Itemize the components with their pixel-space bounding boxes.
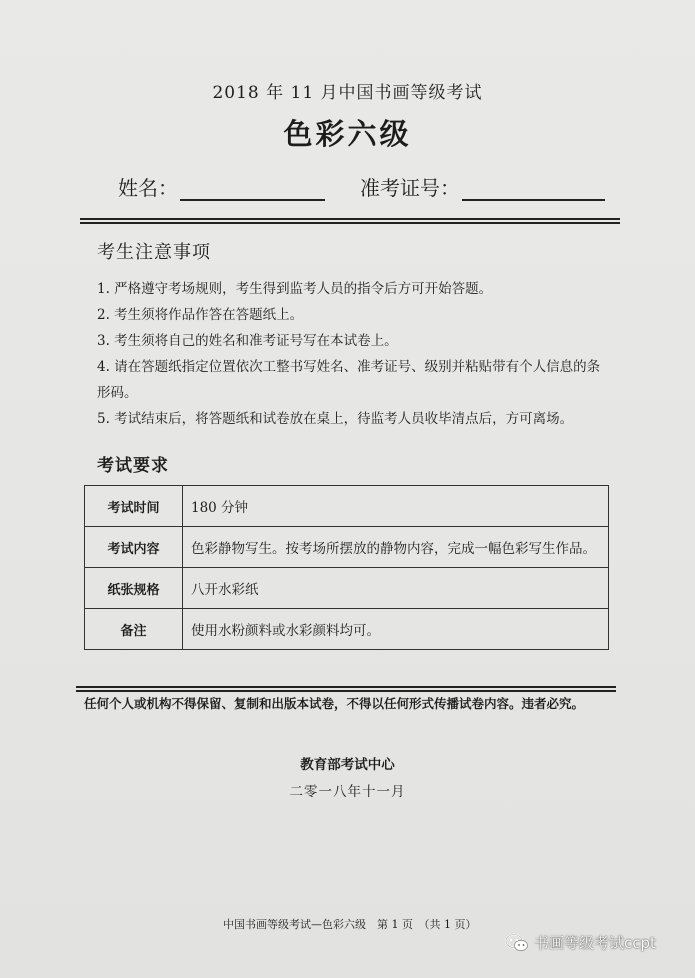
notice-item: 4. 请在答题纸指定位置依次工整书写姓名、准考证号、级别并粘贴带有个人信息的条形码。	[97, 359, 601, 401]
exam-title: 2018 年 11 月中国书画等级考试	[212, 83, 483, 103]
row-label: 备注	[85, 609, 183, 650]
row-label: 考试时间	[85, 486, 183, 527]
wechat-icon	[505, 933, 529, 953]
watermark-text: 书画等级考试ccpt	[534, 934, 656, 952]
table-row	[85, 527, 609, 568]
notice-heading: 考生注意事项	[97, 242, 211, 263]
exam-subject: 色彩六级	[283, 117, 412, 151]
exam-id-label: 准考证号：	[360, 176, 460, 200]
row-label: 考试内容	[85, 527, 183, 568]
row-value: 180 分钟	[183, 486, 609, 527]
name-blank-line	[180, 177, 325, 201]
watermark	[505, 932, 656, 953]
row-value: 色彩静物写生。按考场所摆放的静物内容，完成一幅色彩写生作品。	[183, 527, 609, 568]
page-footer: 中国书画等级考试—色彩六级 第 1 页 （共 1 页）	[223, 918, 477, 931]
row-value: 使用水粉颜料或水彩颜料均可。	[183, 609, 609, 650]
requirements-table	[84, 485, 609, 650]
table-row	[85, 609, 609, 650]
notice-list	[97, 276, 605, 432]
notice-item: 2. 考生须将作品作答在答题纸上。	[97, 307, 304, 323]
requirements-heading: 考试要求	[97, 456, 169, 476]
row-value: 八开水彩纸	[183, 568, 609, 609]
table-row	[85, 568, 609, 609]
issuer: 教育部考试中心	[300, 757, 395, 773]
copyright-notice: 任何个人或机构不得保留、复制和出版本试卷，不得以任何形式传播试卷内容。违者必究。	[84, 696, 585, 711]
exam-id-field	[360, 172, 605, 201]
table-row	[85, 486, 609, 527]
name-label: 姓名：	[118, 176, 178, 200]
header-divider	[80, 218, 620, 224]
name-field	[118, 172, 325, 201]
row-label: 纸张规格	[85, 568, 183, 609]
issue-date: 二零一八年十一月	[289, 784, 406, 800]
notice-item: 1. 严格遵守考场规则，考生得到监考人员的指令后方可开始答题。	[97, 281, 493, 297]
notice-item: 5. 考试结束后，将答题纸和试卷放在桌上，待监考人员收毕清点后，方可离场。	[97, 411, 574, 427]
footer-divider	[76, 686, 616, 692]
exam-id-blank-line	[462, 177, 605, 201]
notice-item: 3. 考生须将自己的姓名和准考证号写在本试卷上。	[97, 333, 398, 349]
